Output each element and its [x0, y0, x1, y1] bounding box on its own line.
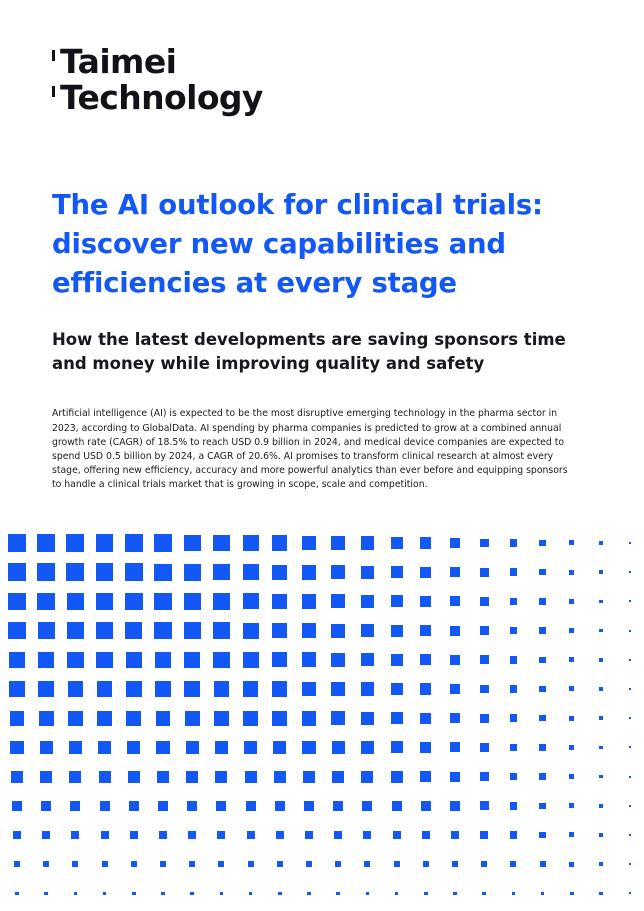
- grid-dot: [249, 892, 253, 896]
- grid-dot: [391, 771, 403, 783]
- grid-dot: [218, 861, 224, 867]
- grid-dot: [132, 892, 136, 896]
- grid-dot: [480, 626, 489, 635]
- grid-dot: [15, 892, 19, 896]
- grid-dot: [41, 801, 51, 811]
- grid-dot: [569, 716, 574, 721]
- grid-dot: [480, 655, 489, 664]
- grid-dot: [391, 654, 403, 666]
- grid-dot: [213, 622, 229, 638]
- grid-dot: [599, 687, 603, 691]
- grid-dot: [67, 593, 85, 611]
- grid-dot: [154, 534, 171, 551]
- grid-dot: [273, 741, 286, 754]
- grid-dot: [8, 563, 26, 581]
- grid-dot: [539, 569, 545, 575]
- grid-dot: [361, 771, 373, 783]
- grid-dot: [395, 892, 399, 896]
- grid-dot: [272, 652, 287, 667]
- grid-dot: [510, 773, 518, 781]
- grid-dot: [184, 652, 201, 669]
- grid-dot: [420, 596, 431, 607]
- grid-dot: [335, 861, 341, 867]
- grid-dot: [275, 801, 285, 811]
- grid-dot: [125, 593, 143, 611]
- grid-dot: [101, 831, 109, 839]
- grid-dot: [569, 745, 574, 750]
- grid-dot: [420, 537, 431, 548]
- grid-dot: [363, 831, 371, 839]
- grid-dot: [248, 861, 254, 867]
- grid-dot: [510, 861, 516, 867]
- grid-dot: [423, 861, 429, 867]
- grid-dot: [510, 627, 518, 635]
- grid-dot: [214, 711, 229, 726]
- grid-dot: [331, 682, 345, 696]
- grid-dot: [629, 746, 631, 748]
- grid-dot: [127, 741, 140, 754]
- grid-dot: [243, 564, 259, 580]
- grid-dot: [272, 711, 287, 726]
- grid-dot: [8, 622, 25, 639]
- grid-dot: [214, 681, 230, 697]
- grid-dot: [391, 537, 403, 549]
- page-subtitle: How the latest developments are saving sponsors time and money while improving quality and safety: [52, 329, 566, 373]
- grid-dot: [480, 568, 489, 577]
- grid-dot: [129, 801, 139, 811]
- grid-dot: [12, 801, 22, 811]
- grid-dot: [37, 563, 55, 581]
- grid-dot: [274, 771, 286, 783]
- grid-dot: [420, 771, 431, 782]
- grid-dot: [510, 802, 518, 810]
- grid-dot: [539, 627, 545, 633]
- grid-dot: [361, 682, 374, 695]
- grid-dot: [96, 593, 114, 611]
- grid-dot: [450, 655, 460, 665]
- grid-dot: [186, 771, 198, 783]
- grid-dot: [331, 594, 345, 608]
- grid-dot: [450, 567, 460, 577]
- dot-grid-decoration: [0, 530, 644, 911]
- grid-dot: [569, 862, 574, 867]
- grid-dot: [213, 593, 229, 609]
- grid-dot: [420, 713, 431, 724]
- grid-dot: [334, 831, 342, 839]
- grid-dot: [97, 711, 112, 726]
- grid-dot: [420, 625, 431, 636]
- grid-dot: [125, 563, 143, 581]
- grid-dot: [450, 538, 460, 548]
- grid-dot: [306, 861, 312, 867]
- page-title: The AI outlook for clinical trials: discover new capabilities and efficiencies at every stage: [52, 189, 543, 300]
- grid-dot: [392, 801, 402, 811]
- grid-dot: [539, 744, 545, 750]
- grid-dot: [190, 892, 194, 896]
- grid-dot: [155, 681, 171, 697]
- grid-dot: [131, 861, 137, 867]
- grid-dot: [8, 593, 26, 611]
- grid-dot: [394, 861, 400, 867]
- grid-dot: [569, 540, 574, 545]
- logo-tick-icon: [52, 50, 55, 61]
- grid-dot: [67, 622, 84, 639]
- grid-dot: [217, 831, 225, 839]
- grid-dot: [599, 716, 603, 720]
- grid-dot: [391, 595, 403, 607]
- grid-dot: [366, 892, 370, 896]
- grid-dot: [243, 652, 259, 668]
- grid-dot: [186, 741, 199, 754]
- grid-dot: [154, 564, 171, 581]
- grid-dot: [362, 801, 372, 811]
- grid-dot: [243, 623, 259, 639]
- grid-dot: [245, 771, 257, 783]
- grid-dot: [629, 688, 631, 690]
- grid-dot: [130, 831, 138, 839]
- grid-dot: [157, 771, 169, 783]
- grid-dot: [569, 774, 574, 779]
- grid-dot: [99, 771, 111, 783]
- grid-dot: [450, 772, 460, 782]
- grid-dot: [629, 863, 631, 865]
- grid-dot: [302, 652, 317, 667]
- grid-dot: [246, 801, 256, 811]
- grid-dot: [450, 801, 460, 811]
- grid-dot: [307, 892, 311, 896]
- logo-line-two: [52, 80, 312, 116]
- grid-dot: [96, 652, 113, 669]
- grid-dot: [450, 742, 460, 752]
- grid-dot: [510, 598, 518, 606]
- grid-dot: [276, 831, 284, 839]
- grid-dot: [569, 803, 574, 808]
- grid-dot: [510, 831, 518, 839]
- grid-dot: [213, 535, 229, 551]
- grid-dot: [189, 861, 195, 867]
- grid-dot: [569, 832, 574, 837]
- grid-dot: [272, 594, 287, 609]
- grid-dot: [302, 682, 317, 697]
- grid-dot: [272, 535, 287, 550]
- grid-dot: [97, 681, 113, 697]
- grid-dot: [9, 652, 26, 669]
- grid-dot: [480, 714, 489, 723]
- grid-dot: [184, 564, 201, 581]
- grid-dot: [278, 892, 282, 896]
- grid-dot: [480, 831, 488, 839]
- grid-dot: [629, 571, 631, 573]
- logo-tick-icon-secondary: [52, 86, 55, 97]
- grid-dot: [539, 657, 545, 663]
- grid-dot: [331, 653, 345, 667]
- grid-dot: [100, 801, 110, 811]
- grid-dot: [302, 536, 317, 551]
- grid-dot: [66, 534, 84, 552]
- grid-dot: [71, 831, 79, 839]
- grid-dot: [450, 626, 460, 636]
- grid-dot: [215, 771, 227, 783]
- grid-dot: [361, 741, 374, 754]
- grid-dot: [213, 564, 229, 580]
- grid-dot: [154, 593, 171, 610]
- grid-dot: [156, 741, 169, 754]
- grid-dot: [450, 713, 460, 723]
- grid-dot: [364, 861, 370, 867]
- grid-dot: [39, 711, 54, 726]
- grid-dot: [10, 741, 23, 754]
- grid-dot: [361, 712, 374, 725]
- logo-text-taimei: Taimei: [60, 42, 177, 81]
- grid-dot: [510, 714, 518, 722]
- grid-dot: [510, 744, 518, 752]
- grid-dot: [424, 892, 428, 896]
- grid-dot: [510, 568, 518, 576]
- grid-dot: [126, 711, 141, 726]
- grid-dot: [420, 683, 431, 694]
- grid-dot: [332, 771, 344, 783]
- grid-dot: [302, 565, 317, 580]
- grid-dot: [331, 565, 345, 579]
- grid-dot: [243, 681, 259, 697]
- grid-dot: [187, 801, 197, 811]
- grid-dot: [40, 741, 53, 754]
- grid-dot: [44, 892, 48, 896]
- grid-dot: [599, 658, 603, 662]
- grid-dot: [539, 803, 545, 809]
- grid-dot: [361, 624, 374, 637]
- logo-text-technology: Technology: [60, 78, 263, 117]
- grid-dot: [42, 831, 50, 839]
- grid-dot: [13, 831, 21, 839]
- grid-dot: [126, 652, 143, 669]
- grid-dot: [96, 563, 114, 581]
- grid-dot: [540, 861, 546, 867]
- grid-dot: [302, 711, 317, 726]
- grid-dot: [336, 892, 340, 896]
- grid-dot: [272, 623, 287, 638]
- grid-dot: [480, 801, 489, 810]
- grid-dot: [14, 861, 20, 867]
- grid-dot: [539, 773, 545, 779]
- grid-dot: [599, 804, 603, 808]
- grid-dot: [96, 622, 113, 639]
- grid-dot: [188, 831, 196, 839]
- grid-dot: [541, 892, 545, 896]
- grid-dot: [68, 681, 84, 697]
- grid-dot: [629, 717, 631, 719]
- grid-dot: [539, 540, 545, 546]
- intro-paragraph: Artificial intelligence (AI) is expected to be the most disruptive emerging technology in the pharma sector in 2023, according to GlobalData. AI spending by pharma companies is predicted to grow at a combined annual growth rate (CAGR) of 18.5% to reach USD 0.9 billion in 2024, and medical device companies are expected to spend USD 0.5 billion by 2024, a CAGR of 20.6%. AI promises to transform clinical research at almost every stage, offering new efficiency, accuracy and more powerful analytics than ever before and equipping sponsors to handle a clinical trials market that is growing in scope, scale and competition.: [52, 408, 568, 491]
- grid-dot: [213, 652, 229, 668]
- grid-dot: [569, 570, 574, 575]
- grid-dot: [103, 892, 107, 896]
- grid-dot: [302, 594, 317, 609]
- grid-dot: [629, 892, 631, 894]
- grid-dot: [629, 542, 631, 544]
- grid-dot: [128, 771, 140, 783]
- grid-dot: [539, 686, 545, 692]
- grid-dot: [184, 593, 201, 610]
- grid-dot: [37, 593, 55, 611]
- grid-dot: [420, 654, 431, 665]
- grid-dot: [599, 862, 603, 866]
- grid-dot: [216, 801, 226, 811]
- grid-dot: [303, 771, 315, 783]
- grid-dot: [159, 831, 167, 839]
- grid-dot: [9, 681, 25, 697]
- grid-dot: [420, 567, 431, 578]
- grid-dot: [422, 831, 430, 839]
- grid-dot: [220, 892, 224, 896]
- grid-dot: [43, 861, 49, 867]
- grid-dot: [599, 833, 603, 837]
- grid-dot: [452, 861, 458, 867]
- grid-dot: [11, 771, 23, 783]
- grid-dot: [243, 711, 258, 726]
- grid-dot: [599, 892, 603, 896]
- grid-dot: [512, 892, 516, 896]
- grid-dot: [391, 625, 403, 637]
- grid-dot: [185, 711, 200, 726]
- grid-dot: [126, 681, 142, 697]
- grid-dot: [272, 565, 287, 580]
- grid-dot: [421, 801, 431, 811]
- grid-dot: [243, 593, 259, 609]
- grid-dot: [69, 771, 81, 783]
- grid-dot: [125, 534, 143, 552]
- grid-dot: [161, 892, 165, 896]
- grid-dot: [331, 624, 345, 638]
- grid-dot: [332, 741, 345, 754]
- grid-dot: [391, 683, 403, 695]
- grid-dot: [450, 596, 460, 606]
- grid-dot: [184, 535, 201, 552]
- grid-dot: [304, 801, 314, 811]
- grid-dot: [96, 534, 114, 552]
- grid-dot: [629, 600, 631, 602]
- grid-dot: [70, 801, 80, 811]
- grid-dot: [160, 861, 166, 867]
- grid-dot: [156, 711, 171, 726]
- grid-dot: [361, 566, 374, 579]
- grid-dot: [510, 656, 518, 664]
- grid-dot: [302, 741, 315, 754]
- grid-dot: [391, 566, 403, 578]
- grid-dot: [569, 599, 574, 604]
- grid-dot: [539, 715, 545, 721]
- grid-dot: [480, 597, 489, 606]
- grid-dot: [331, 536, 345, 550]
- grid-dot: [277, 861, 283, 867]
- grid-dot: [102, 861, 108, 867]
- grid-dot: [391, 712, 403, 724]
- grid-dot: [158, 801, 168, 811]
- grid-dot: [480, 772, 489, 781]
- grid-dot: [481, 861, 487, 867]
- grid-dot: [539, 598, 545, 604]
- grid-dot: [244, 741, 257, 754]
- grid-dot: [305, 831, 313, 839]
- grid-dot: [569, 657, 574, 662]
- grid-dot: [66, 563, 84, 581]
- grid-dot: [243, 535, 259, 551]
- grid-dot: [451, 831, 459, 839]
- grid-dot: [480, 539, 489, 548]
- grid-dot: [569, 628, 574, 633]
- grid-dot: [331, 711, 345, 725]
- grid-dot: [482, 892, 486, 896]
- grid-dot: [154, 622, 171, 639]
- grid-dot: [333, 801, 343, 811]
- grid-dot: [215, 741, 228, 754]
- grid-dot: [391, 741, 403, 753]
- grid-dot: [420, 742, 431, 753]
- grid-dot: [539, 832, 545, 838]
- grid-dot: [74, 892, 78, 896]
- grid-dot: [570, 892, 574, 896]
- grid-dot: [599, 746, 603, 750]
- grid-dot: [361, 653, 374, 666]
- grid-dot: [40, 771, 52, 783]
- grid-dot: [98, 741, 111, 754]
- grid-dot: [629, 805, 631, 807]
- grid-dot: [599, 629, 603, 633]
- grid-dot: [599, 541, 603, 545]
- grid-dot: [629, 659, 631, 661]
- grid-dot: [184, 622, 201, 639]
- grid-dot: [38, 652, 55, 669]
- grid-dot: [629, 834, 631, 836]
- grid-dot: [38, 622, 55, 639]
- grid-dot: [510, 685, 518, 693]
- grid-dot: [450, 684, 460, 694]
- grid-dot: [599, 600, 603, 604]
- grid-dot: [599, 570, 603, 574]
- grid-dot: [37, 534, 55, 552]
- grid-dot: [272, 681, 287, 696]
- grid-dot: [8, 534, 26, 552]
- grid-dot: [302, 623, 317, 638]
- grid-dot: [247, 831, 255, 839]
- grid-dot: [155, 652, 172, 669]
- grid-dot: [599, 775, 603, 779]
- grid-dot: [629, 776, 631, 778]
- grid-dot: [453, 892, 457, 896]
- grid-dot: [72, 861, 78, 867]
- grid-dot: [69, 741, 82, 754]
- brand-logo: [52, 44, 312, 116]
- grid-dot: [38, 681, 54, 697]
- grid-dot: [510, 539, 518, 547]
- grid-dot: [10, 711, 25, 726]
- grid-dot: [67, 652, 84, 669]
- grid-dot: [480, 743, 489, 752]
- grid-dot: [629, 630, 631, 632]
- grid-dot: [68, 711, 83, 726]
- grid-dot: [184, 681, 200, 697]
- grid-dot: [393, 831, 401, 839]
- grid-dot: [569, 686, 574, 691]
- grid-dot: [125, 622, 142, 639]
- grid-dot: [361, 536, 374, 549]
- grid-dot: [361, 595, 374, 608]
- grid-dot: [480, 685, 489, 694]
- logo-line-one: [52, 44, 312, 80]
